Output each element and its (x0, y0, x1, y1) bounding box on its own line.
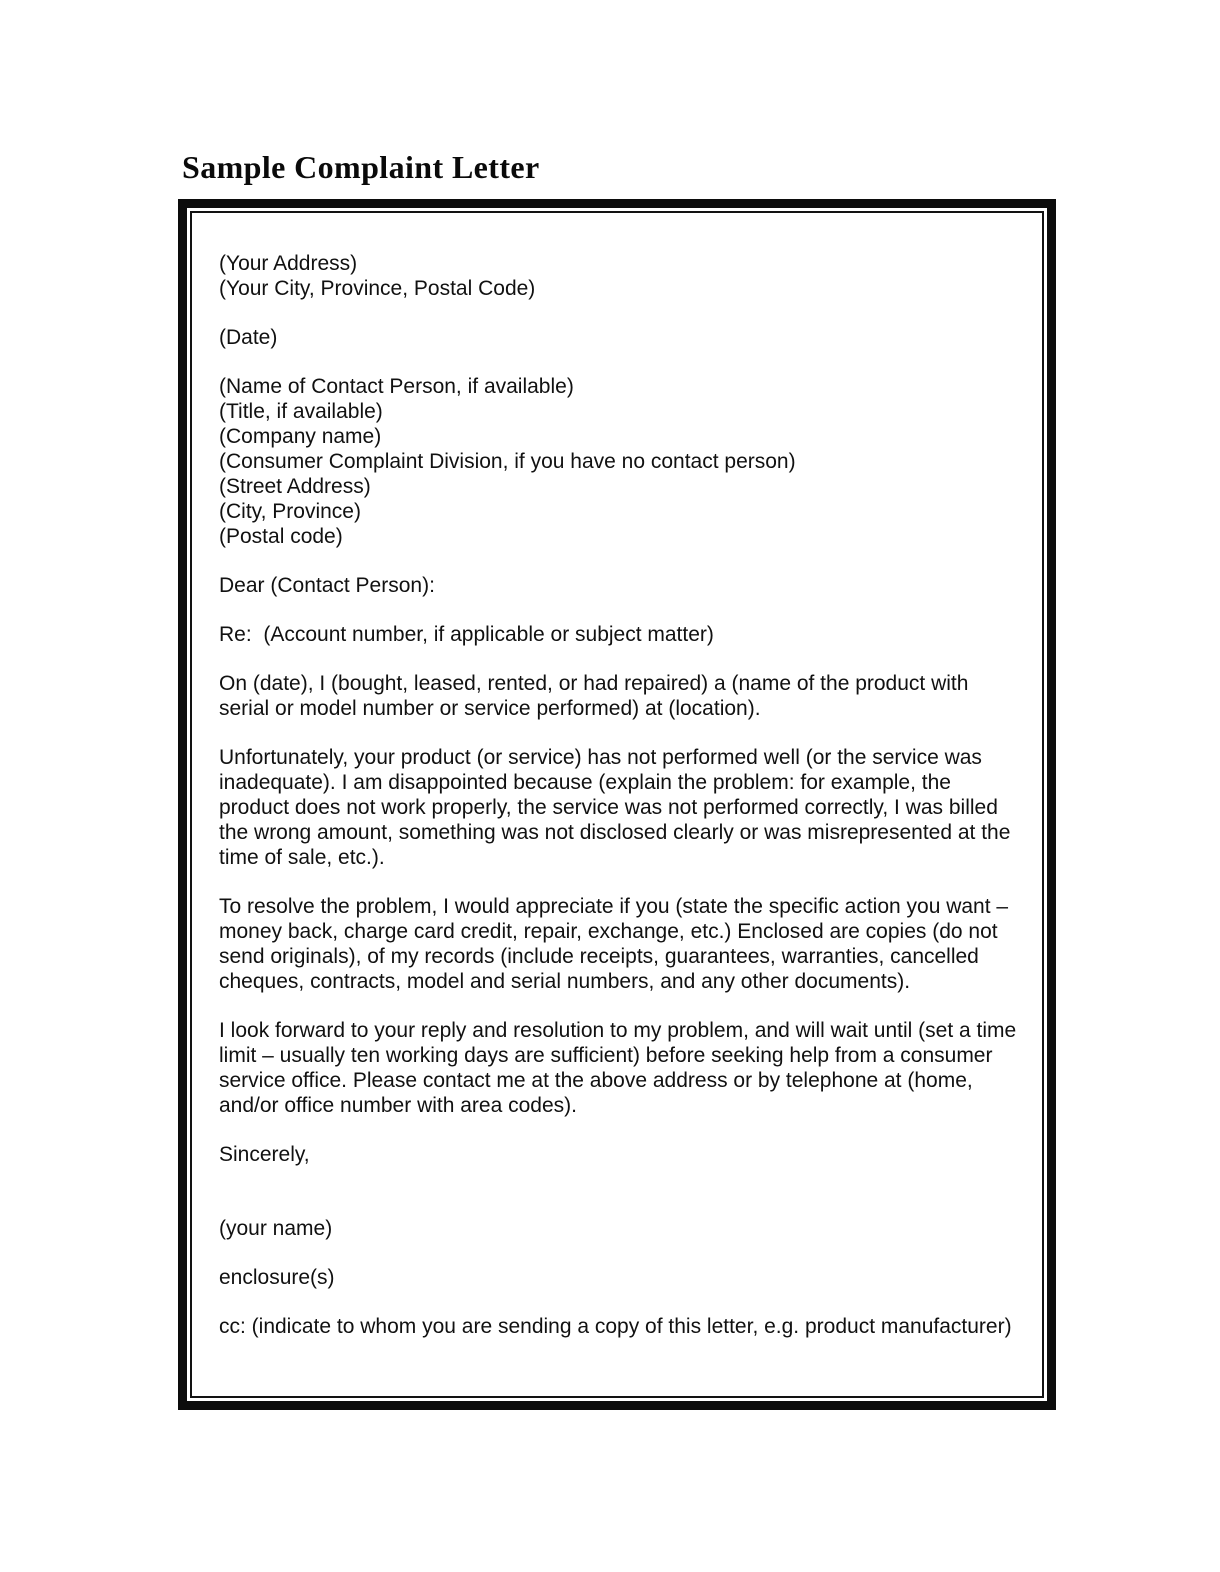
closing: Sincerely, (219, 1143, 310, 1166)
enclosure-note: enclosure(s) (219, 1266, 335, 1289)
letter-frame-outer (178, 199, 1056, 1410)
date-block (219, 325, 1019, 350)
salutation: Dear (Contact Person): (219, 574, 435, 597)
recipient-address-line: (Street Address) (219, 475, 371, 498)
cc-note: cc: (indicate to whom you are sending a copy of this letter, e.g. product manufacturer) (219, 1315, 1012, 1338)
recipient-address-line: (Company name) (219, 425, 382, 448)
body-paragraph-4: I look forward to your reply and resolution to my problem, and will wait until (set a time limit – usually ten working days are sufficient) before seeking help from a consumer service office. Please contact me at the above address or by telephone at (home, and/or office number with area codes). (219, 1019, 1023, 1117)
signature-name: (your name) (219, 1217, 333, 1240)
letter-frame-inner (190, 211, 1044, 1398)
page-title: Sample Complaint Letter (182, 149, 540, 185)
recipient-address-block (219, 374, 1019, 549)
sender-address-line: (Your City, Province, Postal Code) (219, 277, 536, 300)
subject-line: Re: (Account number, if applicable or subject matter) (219, 623, 714, 646)
recipient-address-line: (Name of Contact Person, if available) (219, 375, 574, 398)
recipient-address-line: (City, Province) (219, 500, 361, 523)
recipient-address-line: (Title, if available) (219, 400, 383, 423)
body-paragraph-1: On (date), I (bought, leased, rented, or had repaired) a (name of the product with serial or model number or service performed) at (location). (219, 672, 975, 720)
letter-body (219, 251, 1023, 1363)
sender-address-block (219, 251, 1019, 301)
recipient-address-line: (Postal code) (219, 525, 343, 548)
body-paragraph-3: To resolve the problem, I would appreciate if you (state the specific action you want – money back, charge card credit, repair, exchange, etc.) Enclosed are copies (do not send originals), of my records (include receipts, guarantees, warranties, cancelled cheques, contracts, model and serial numbers, and any other documents). (219, 895, 1014, 993)
recipient-address-line: (Consumer Complaint Division, if you have no contact person) (219, 450, 796, 473)
sender-address-line: (Your Address) (219, 252, 358, 275)
date-line: (Date) (219, 326, 278, 349)
body-paragraph-2: Unfortunately, your product (or service) has not performed well (or the service was inadequate). I am disappointed because (explain the problem: for example, the product does not work properly, the service was not performed correctly, I was billed the wrong amount, something was not disclosed clearly or was misrepresented at the time of sale, etc.). (219, 746, 1017, 869)
